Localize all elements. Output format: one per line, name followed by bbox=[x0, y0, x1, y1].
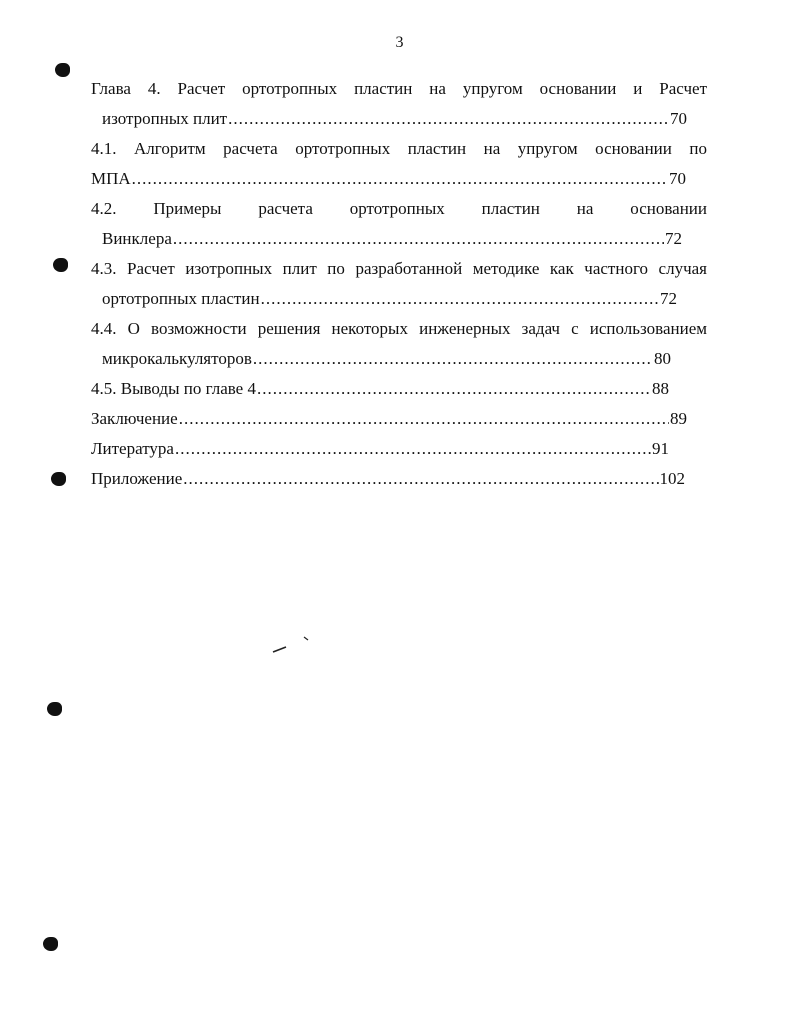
page-number: 3 bbox=[395, 34, 404, 51]
toc-entry-4-4-leader bbox=[91, 344, 671, 374]
toc-entry-4-1-leader bbox=[91, 164, 686, 194]
binder-hole-mark bbox=[55, 63, 70, 77]
dot-leader bbox=[173, 224, 664, 254]
toc-page-number: 72 bbox=[665, 229, 682, 248]
toc-entry-4-3-title: 4.3. Расчет изотропных плит по разработанной методике как частного случая bbox=[91, 259, 707, 278]
toc-entry-text: Литература bbox=[91, 439, 174, 458]
toc-entry-text: Заключение bbox=[91, 409, 178, 428]
toc-page-number: 70 bbox=[670, 109, 687, 128]
toc-entry-text: Винклера bbox=[102, 229, 172, 248]
dot-leader bbox=[179, 404, 669, 434]
toc-entry-4-2-title: 4.2. Примеры расчета ортотропных пластин на основании bbox=[91, 199, 707, 218]
toc-entry-chapter4-title: Глава 4. Расчет ортотропных пластин на упругом основании и Расчет bbox=[91, 79, 707, 98]
table-of-contents bbox=[91, 74, 707, 494]
binder-hole-mark bbox=[51, 472, 66, 486]
toc-page-number: 91 bbox=[652, 439, 669, 458]
toc-page-number: 70 bbox=[669, 169, 686, 188]
binder-hole-mark bbox=[43, 937, 58, 951]
toc-entry-text: МПА bbox=[91, 169, 131, 188]
toc-entry-text: микрокалькуляторов bbox=[102, 349, 252, 368]
toc-entry-4-5 bbox=[91, 374, 669, 404]
dot-leader bbox=[132, 164, 668, 194]
toc-entry-text: Приложение bbox=[91, 469, 183, 488]
toc-entry-4-4-title: 4.4. О возможности решения некоторых инженерных задач с использованием bbox=[91, 319, 707, 338]
toc-entry-4-1-title: 4.1. Алгоритм расчета ортотропных пластин на упругом основании по bbox=[91, 139, 707, 158]
toc-page-number: 88 bbox=[652, 379, 669, 398]
dot-leader bbox=[175, 434, 651, 464]
toc-page-number: 89 bbox=[670, 409, 687, 428]
toc-entry-chapter4-leader bbox=[91, 104, 687, 134]
toc-entry-4-3-leader bbox=[91, 284, 677, 314]
toc-page-number: 80 bbox=[654, 349, 671, 368]
toc-page-number: 72 bbox=[660, 289, 677, 308]
binder-hole-mark bbox=[53, 258, 68, 272]
dot-leader bbox=[183, 464, 658, 494]
toc-entry-conclusion bbox=[91, 404, 687, 434]
dot-leader bbox=[257, 374, 651, 404]
toc-entry-text: 4.5. Выводы по главе 4 bbox=[91, 379, 256, 398]
toc-entry-text: изотропных плит bbox=[102, 109, 228, 128]
dot-leader bbox=[261, 284, 659, 314]
toc-page-number: 102 bbox=[659, 469, 685, 488]
toc-entry-text: ортотропных пластин bbox=[102, 289, 260, 308]
toc-entry-4-2-leader bbox=[91, 224, 682, 254]
stray-pen-mark bbox=[270, 632, 320, 657]
dot-leader bbox=[228, 104, 669, 134]
dot-leader bbox=[253, 344, 653, 374]
binder-hole-mark bbox=[47, 702, 62, 716]
toc-entry-literature bbox=[91, 434, 669, 464]
toc-entry-appendix bbox=[91, 464, 685, 494]
